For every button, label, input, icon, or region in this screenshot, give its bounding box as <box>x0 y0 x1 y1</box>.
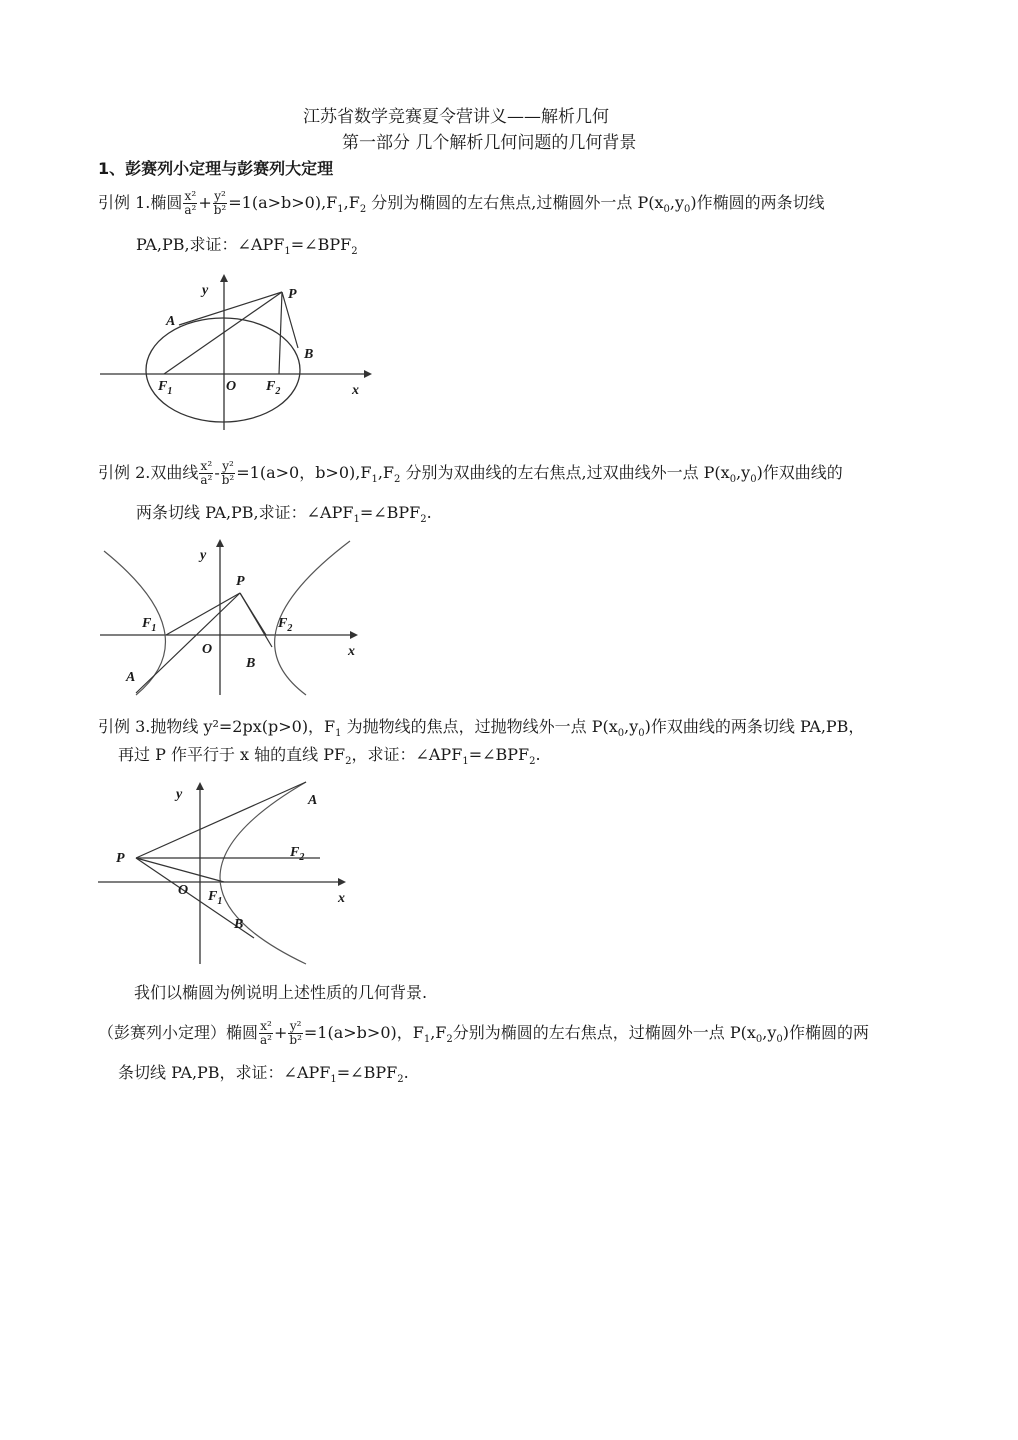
y-axis-arrow <box>196 782 204 790</box>
fraction-x-over-a: $\frac{\text{x²}}{\text{a²}}$ <box>184 189 197 217</box>
label-p: P <box>236 574 245 589</box>
fraction-y-over-b: $\frac{\text{y²}}{\text{b²}}$ <box>213 189 227 217</box>
fraction-x-over-a: $\frac{\text{x²}}{\text{a²}}$ <box>260 1019 272 1047</box>
label-p: P <box>288 287 297 302</box>
label-y: y <box>202 283 209 298</box>
label-o: O <box>178 883 189 898</box>
label-x: x <box>352 383 359 398</box>
example1-prefix: 引例 1.椭圆 <box>98 193 183 212</box>
example2-line2: 两条切线 PA,PB,求证：$\angle APF_1=\angle BPF_2$. <box>136 503 432 526</box>
label-o: O <box>226 379 237 394</box>
label-b: B <box>246 656 256 671</box>
example1-line1: 引例 1.椭圆 $\frac{\text{x²}}{\text{a²}}$ + $\frac{\text{y²}}{\text{b²}}$ $=1(a>b>0),F_1,F_2$ 分别为椭圆的左右焦点,过椭圆外一点 $P(x_0,y_0)$作椭圆的两条切线 <box>98 189 825 217</box>
label-a: A <box>166 314 176 329</box>
label-a: A <box>126 670 136 685</box>
x-axis-arrow <box>364 370 372 378</box>
fraction-y-over-b: $\frac{\text{y²}}{\text{b²}}$ <box>289 1019 302 1047</box>
tangent-pa <box>136 782 306 858</box>
label-p: P <box>116 851 125 866</box>
label-x: x <box>348 644 355 659</box>
figure-parabola <box>94 778 364 968</box>
example2-line1: 引例 2.双曲线 $\frac{\text{x²}}{\text{a²}}$ - $\frac{\text{y²}}{\text{b²}}$ =1(a>0，$b>0),F_1,F_2$ 分别为双曲线的左右焦点,过双曲线外一点 $P(x_0,y_0)$作双曲线的 <box>98 459 843 487</box>
fraction-x-over-a: $\frac{\text{x²}}{\text{a²}}$ <box>200 459 213 487</box>
segment-pf1 <box>164 292 282 374</box>
example3-line2: 再过 P 作平行于 x 轴的直线 $PF_2$，求证：$\angle APF_1=\angle BPF_2$. <box>118 745 541 768</box>
example3-line1: 引例 3.抛物线 y²=2px(p>0)，$F_1$ 为抛物线的焦点，过抛物线外一点 $P(x_0,y_0)$作双曲线的两条切线 PA,PB， <box>98 717 865 740</box>
theorem-line1: （彭赛列小定理）椭圆 $\frac{\text{x²}}{\text{a²}}$ + $\frac{\text{y²}}{\text{b²}}$ =1(a>b>0)，$F_1,F_2$分别为椭圆的左右焦点，过椭圆外一点 $P(x_0,y_0)$作椭圆的两 <box>98 1019 870 1047</box>
label-o: O <box>202 642 213 657</box>
theorem-line2: 条切线 PA,PB，求证：$\angle APF_1=\angle BPF_2$. <box>118 1063 409 1086</box>
page-subtitle: 第一部分 几个解析几何问题的几何背景 <box>342 133 637 153</box>
label-f2: $F_2$ <box>278 616 293 634</box>
label-f1: $F_1$ <box>142 616 157 634</box>
x-axis-arrow <box>338 878 346 886</box>
segment-pf1 <box>136 858 224 882</box>
label-y: y <box>200 548 207 563</box>
segment-pf2 <box>240 593 266 635</box>
label-f2: $F_2$ <box>266 379 281 397</box>
fraction-y-over-b: $\frac{\text{y²}}{\text{b²}}$ <box>221 459 235 487</box>
parabola-curve <box>220 782 306 964</box>
label-f1: $F_1$ <box>208 889 223 907</box>
label-b: B <box>234 917 244 932</box>
figure-hyperbola <box>96 535 366 700</box>
tangent-pa <box>179 292 282 325</box>
label-b: B <box>304 347 314 362</box>
figure-ellipse <box>96 270 376 440</box>
page-title: 江苏省数学竞赛夏令营讲义——解析几何 <box>303 107 609 127</box>
y-axis-arrow <box>220 274 228 282</box>
label-a: A <box>308 793 318 808</box>
intro-sentence: 我们以椭圆为例说明上述性质的几何背景. <box>134 983 428 1002</box>
segment-pf2 <box>279 292 282 374</box>
label-f1: $F_1$ <box>158 379 173 397</box>
y-axis-arrow <box>216 539 224 547</box>
label-x: x <box>338 891 345 906</box>
x-axis-arrow <box>350 631 358 639</box>
example1-line2: PA,PB,求证：$\angle APF_1=\angle BPF_2$ <box>136 235 358 258</box>
tangent-pa <box>136 593 240 693</box>
label-f2: $F_2$ <box>290 845 305 863</box>
section-heading: 1、彭赛列小定理与彭赛列大定理 <box>98 159 334 178</box>
label-y: y <box>176 787 183 802</box>
